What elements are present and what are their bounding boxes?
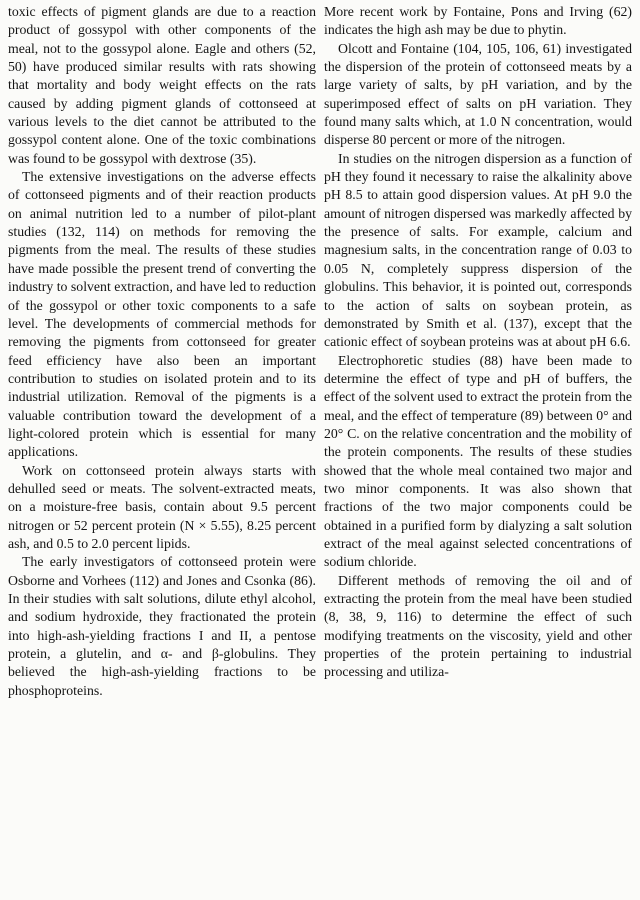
two-column-body bbox=[8, 3, 632, 700]
right-column bbox=[324, 3, 632, 700]
paragraph: The early investigators of cottonseed protein were Osborne and Vorhees (112) and Jones and Csonka (86). In their studies with salt solutions, dilute ethyl alcohol, and sodium hydroxide, they fractionated the protein into high-ash-yielding fractions I and II, a pentose protein, a glutelin, and α- and β-globulins. They believed the high-ash-yielding fractions to be phosphoproteins. bbox=[8, 554, 316, 698]
left-column bbox=[8, 3, 316, 700]
paragraph: In studies on the nitrogen dispersion as a function of pH they found it necessary to raise the alkalinity above pH 8.5 to attain good dispersion values. At pH 9.0 the amount of nitrogen dispersed was markedly affected by the presence of salts. For example, calcium and magnesium salts, in the concentration range of 0.03 to 0.05 N, completely suppress dispersion of the globulins. This behavior, it is pointed out, corresponds to the action of salts on soybean protein, as demonstrated by Smith et al. (137), except that the cationic effect of soybean proteins was at about pH 6.6. bbox=[324, 150, 632, 350]
paragraph: toxic effects of pigment glands are due to a reaction product of gossypol with other components of the meal, not to the gossypol alone. Eagle and others (52, 50) have produced similar results with rats showing that mortality and body weight effects on the rats caused by adding pigment glands of cottonseed at various levels to the diet cannot be attributed to the gossypol content alone. One of the toxic combinations was found to be gossypol with dextrose (35). bbox=[8, 4, 316, 166]
paragraph: Work on cottonseed protein always starts with dehulled seed or meats. The solvent-extracted meats, on a moisture-free basis, contain about 9.5 percent nitrogen or 52 percent protein (N × 5.55), 8.25 percent ash, and 0.5 to 2.0 percent lipids. bbox=[8, 462, 316, 551]
paragraph: More recent work by Fontaine, Pons and Irving (62) indicates the high ash may be due to phytin. bbox=[324, 4, 632, 38]
paragraph: Electrophoretic studies (88) have been made to determine the effect of type and pH of buffers, the effect of the solvent used to extract the protein from the meal, and the effect of temperature (89) between 0° and 20° C. on the relative concentration and the mobility of the protein components. The results of these studies showed that the whole meal contained two major and two minor components. It was also shown that fractions of the two major components could be obtained in a purified form by dialyzing a salt solution extract of the meal against selected concentrations of sodium chloride. bbox=[324, 352, 632, 570]
paragraph: Different methods of removing the oil and of extracting the protein from the meal have been studied (8, 38, 9, 116) to determine the effect of such modifying treatments on the viscosity, yield and other properties of the protein pertaining to industrial processing and utiliza- bbox=[324, 572, 632, 680]
paragraph: The extensive investigations on the adverse effects of cottonseed pigments and of their reaction products on animal nutrition led to a number of pilot-plant studies (132, 114) on methods for removing the pigments from the meal. The results of these studies have made possible the present trend of converting the industry to solvent extraction, and have led to reduction of the gossypol or other toxic components to a safe level. The developments of commercial methods for removing the pigments from cottonseed for greater feed efficiency have also been an important contribution to studies on isolated protein and to its industrial utilization. Removal of the pigments is a valuable contribution toward the development of a light-colored protein which is essential for many applications. bbox=[8, 169, 316, 460]
paragraph: Olcott and Fontaine (104, 105, 106, 61) investigated the dispersion of the protein of cottonseed meats by a large variety of salts, by pH variation, and by the superimposed effect of salts on pH variation. They found many salts which, at 1.0 N concentration, would disperse 80 percent or more of the nitrogen. bbox=[324, 40, 632, 148]
